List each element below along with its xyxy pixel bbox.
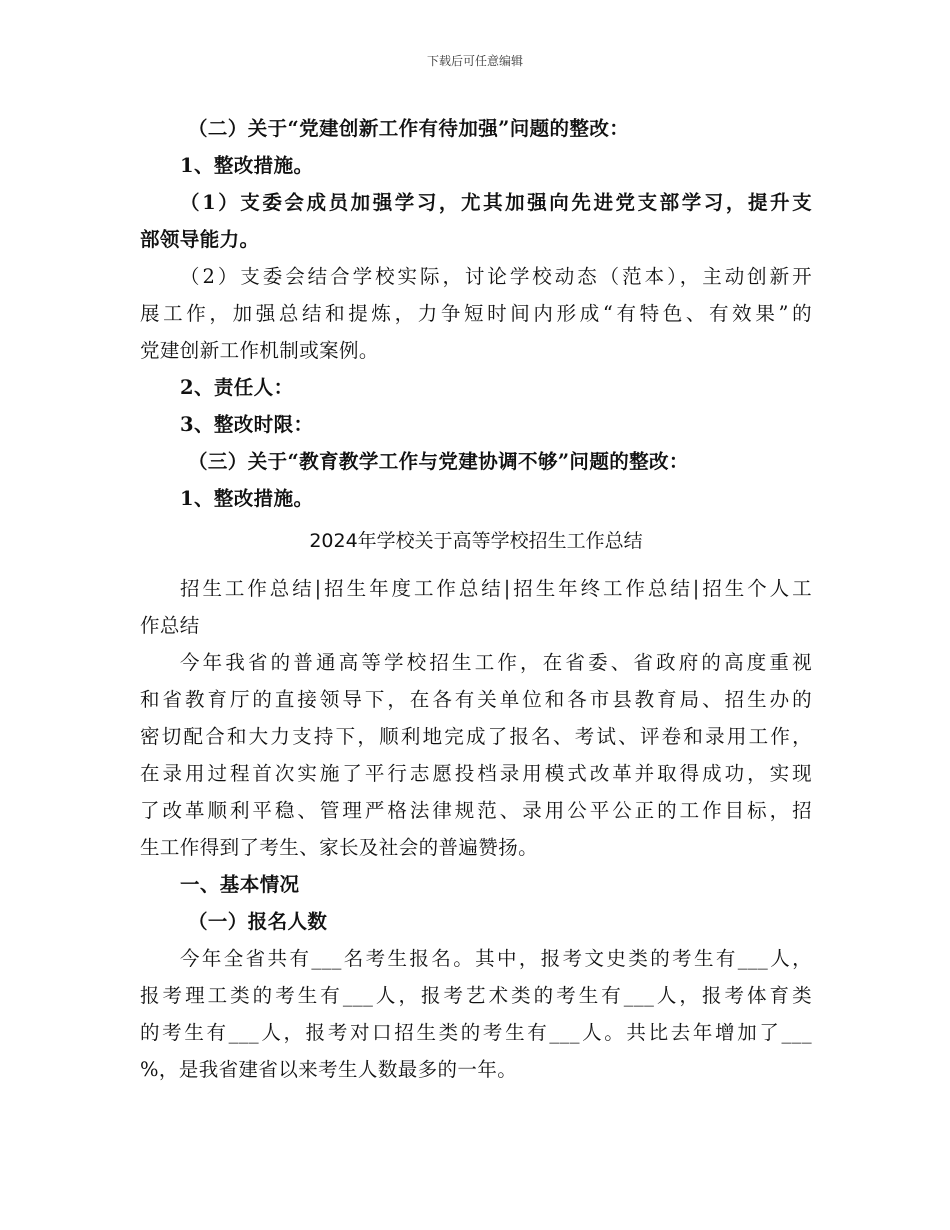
measure-1-line-2: 部领导能力。 [140,228,260,251]
measures-heading-3: 1、整改措施。 [180,487,314,510]
document-body [140,110,812,1088]
subsection-registration: （一）报名人数 [188,910,328,933]
measure-2-line-1: （2）支委会结合学校实际，讨论学校动态（范本），主动创新开 [180,265,812,288]
intro-line-2: 和省教育厅的直接领导下，在各有关单位和各市县教育局、招生办的 [140,688,812,711]
intro-line-6: 生工作得到了考生、家长及社会的普遍赞扬。 [140,836,539,859]
intro-line-4: 在录用过程首次实施了平行志愿投档录用模式改革并取得成功，实现 [140,762,812,785]
intro-line-5: 了改革顺利平稳、管理严格法律规范、录用公平公正的工作目标，招 [140,799,812,822]
stats-line-2: 报考理工类的考生有___人，报考艺术类的考生有___人，报考体育类 [140,984,812,1007]
intro-line-3: 密切配合和大力支持下，顺利地完成了报名、考试、评卷和录用工作， [140,725,812,748]
section-heading-2: （二）关于“党建创新工作有待加强”问题的整改： [188,117,630,140]
measure-1-line-1: （1）支委会成员加强学习，尤其加强向先进党支部学习，提升支 [180,191,812,214]
article-title: 2024年学校关于高等学校招生工作总结 [309,530,643,552]
responsible-person: 2、责任人： [180,376,294,399]
stats-line-3: 的考生有___人，报考对口招生类的考生有___人。共比去年增加了___ [140,1021,812,1044]
tags-line-1: 招生工作总结|招生年度工作总结|招生年终工作总结|招生个人工 [180,577,812,600]
measure-2-line-3: 党建创新工作机制或案例。 [140,339,379,362]
measure-2-line-2: 展工作，加强总结和提炼，力争短时间内形成“有特色、有效果”的 [140,302,812,325]
tags-line-2: 作总结 [140,614,200,637]
stats-line-1: 今年全省共有___名考生报名。其中，报考文史类的考生有___人， [180,947,812,970]
deadline: 3、整改时限： [180,413,314,436]
intro-line-1: 今年我省的普通高等学校招生工作，在省委、省政府的高度重视 [180,651,812,674]
measures-heading: 1、整改措施。 [180,154,314,177]
page-header: 下载后可任意编辑 [426,54,523,68]
section-heading-3: （三）关于“教育教学工作与党建协调不够”问题的整改： [188,450,689,473]
section-basic-situation: 一、基本情况 [180,873,300,896]
stats-line-4: %，是我省建省以来考生人数最多的一年。 [140,1058,518,1081]
